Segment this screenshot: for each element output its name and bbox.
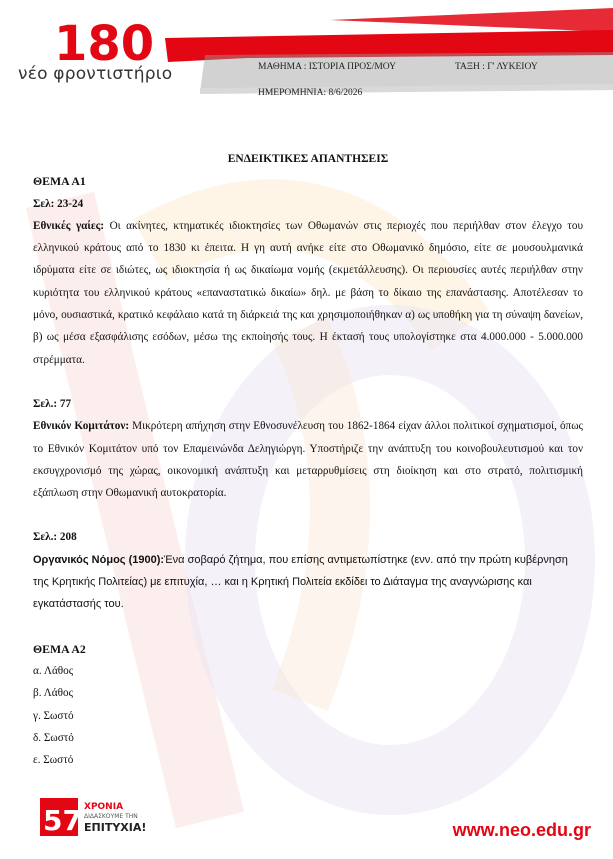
badge-line1: ΧΡΟΝΙΑ	[84, 802, 124, 812]
document-title: ΕΝΔΕΙΚΤΙΚΕΣ ΑΠΑΝΤΗΣΕΙΣ	[227, 153, 389, 165]
answer-item: ε. Σωστό	[33, 754, 74, 767]
section-1-paragraph	[33, 215, 583, 371]
website-link[interactable]: www.neo.edu.gr	[452, 820, 591, 840]
subject-label: ΜΑΘΗΜΑ : ΙΣΤΟΡΙΑ ΠΡΟΣ/ΜΟΥ	[258, 62, 397, 72]
section-3-paragraph	[33, 549, 583, 616]
answer-item: β. Λάθος	[33, 687, 74, 700]
section-2-text: Μικρότερη απήχηση στην Εθνοσυνέλευση του 1862-1864 είχαν άλλοι πολιτικοί σχηματισμοί, όπως το Εθνικόν Κομιτάτον υπό τον Επαμεινώνδα Δεληγιώργη. Υποστήριζε την ανάπτυξη του κοινοβουλευτισμού και τον εκσυγχρονισμό της χώρας, οικονομική ανάπτυξη και μεταρρυθμίσεις στη διοίκηση και στο στρατό, πολιτισμική εξάπλωση στην Οθωμανική αυτοκρατορία.	[33, 420, 583, 500]
section-3-page-ref: Σελ.: 208	[33, 531, 77, 544]
badge-line3: ΕΠΙΤΥΧΙΑ!	[84, 821, 147, 834]
section-2-paragraph	[33, 415, 583, 504]
section-2-page-ref: Σελ.: 77	[33, 397, 72, 410]
section-1-page-ref: Σελ: 23-24	[33, 197, 84, 210]
class-label: ΤΑΞΗ : Γ' ΛΥΚΕΙΟΥ	[455, 62, 538, 72]
badge-number: 57	[43, 804, 82, 837]
section-3-term: Οργανικός Νόμος (1900):	[33, 553, 165, 566]
theme-a1-heading: ΘΕΜΑ Α1	[33, 174, 86, 189]
section-1-text: Οι ακίνητες, κτηματικές ιδιοκτησίες των Οθωμανών στις περιοχές που περιήλθαν στον έλεγχο του ελληνικού κράτους από το 1830 κι έπειτα. Η γη αυτή ανήκε είτε στο Οθωμανικό δημόσιο, είτε σε μουσουλμανικά ιδρύματα είτε σε ιδιώτες, ως ιδιοκτησία ή ως δικαίωμα νομής (εκμετάλλευσης). Οι περιουσίες αυτές περιήλθαν στην κυριότητα του ελληνικού κράτους «επαναστατικώ δικαίω» δηλ. με βάση το δίκαιο της επανάστασης. Αποτέλεσαν το μόνο, ουσιαστικά, κρατικό κεφάλαιο κατά τη διάρκειά της και χρησιμοποιήθηκαν α) ως υποθήκη για τη σύναψη δανείων, β) ως μέσα εξασφάλισης εσόδων, μέσω της εκποίησής τους. Η έκτασή τους υπολογίστηκε στα 4.000.000 - 5.000.000 στρέμματα.	[33, 219, 584, 366]
answer-item: δ. Σωστό	[33, 731, 74, 744]
section-3-text: Ένα σοβαρό ζήτημα, που επίσης αντιμετωπίστηκε (ενν. από την πρώτη κυβέρνηση της Κρητικής Πολιτείας) με επιτυχία, … και η Κρητική Πολιτεία εκδίδει το Διάταγμα της αναγνώρισης και εγκατάστασής του.	[33, 553, 568, 611]
badge-line2: ΔΙΔΑΣΚΟΥΜΕ ΤΗΝ	[84, 813, 138, 820]
answer-item: γ. Σωστό	[33, 709, 74, 722]
anniversary-badge-icon	[40, 794, 190, 838]
date-label: ΗΜΕΡΟΜΗΝΙΑ: 8/6/2026	[258, 88, 363, 98]
brand-name: νέο φροντιστήριο	[18, 64, 173, 84]
theme-a2-heading: ΘΕΜΑ Α2	[33, 641, 86, 656]
section-2-term: Εθνικόν Κομιτάτον:	[33, 420, 130, 433]
section-1-term: Εθνικές γαίες:	[33, 219, 105, 232]
answer-item: α. Λάθος	[33, 664, 74, 677]
answers-content	[33, 148, 583, 771]
logo-number: 180	[54, 16, 155, 72]
